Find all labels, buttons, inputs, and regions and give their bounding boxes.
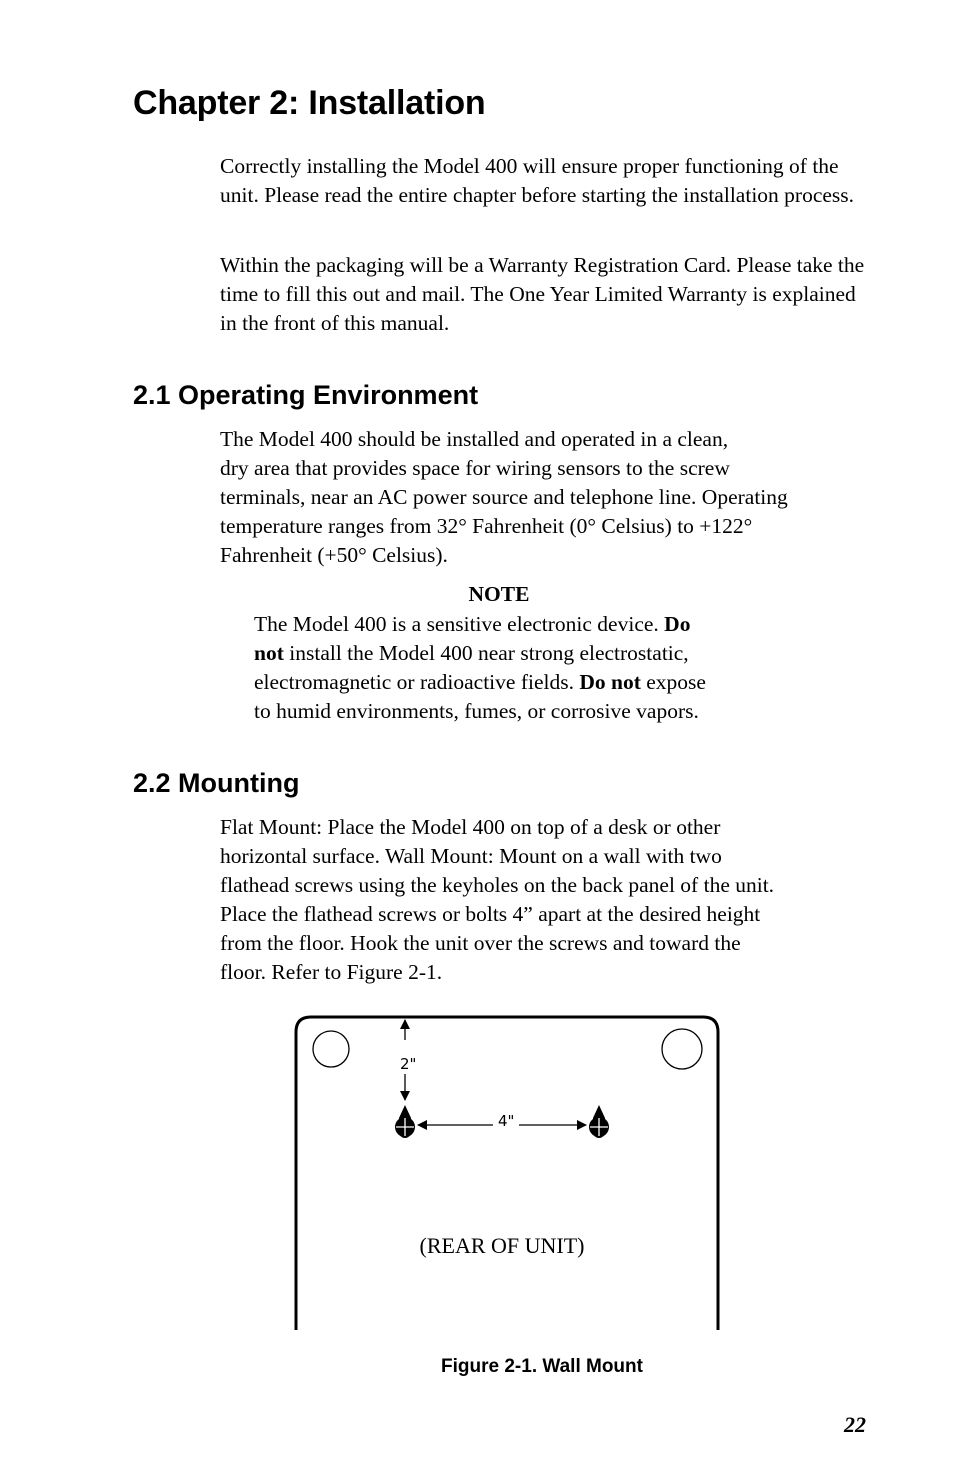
mount-line-1: Flat Mount: Place the Model 400 on top of a desk or other [220,815,721,839]
page-number: 22 [844,1412,866,1437]
note-text-1: The Model 400 is a sensitive electronic device. [254,612,665,636]
section-2-1-heading: 2.1 Operating Environment [133,380,479,410]
note-title: NOTE [468,582,530,606]
keyhole-right-icon [589,1105,609,1138]
mount-line-2: horizontal surface. Wall Mount: Mount on a wall with two [220,844,722,868]
note-text-4: expose [640,670,706,694]
rear-of-unit-label: (REAR OF UNIT) [419,1233,585,1258]
note-line-3 [254,668,774,697]
note-bold-not: not [254,641,284,665]
mounting-text [220,813,870,987]
chapter-title: Chapter 2: Installation [133,84,486,122]
mount-line-5: from the floor. Hook the unit over the screws and toward the [220,931,741,955]
env-line-1: The Model 400 should be installed and operated in a clean, [220,427,729,451]
note-text-3: electromagnetic or radioactive fields. [254,670,580,694]
keyhole-left-icon [395,1105,415,1138]
intro-paragraph-1: Correctly installing the Model 400 will ensure proper functioning of the unit. Please read the entire chapter before starting the installation process. [220,154,855,207]
env-line-2: dry area that provides space for wiring sensors to the screw [220,456,730,480]
corner-hole-right-icon [662,1029,702,1069]
intro-paragraph-2: Within the packaging will be a Warranty Registration Card. Please take the time to fill this out and mail. The One Year Limited Warranty is explained in the front of this manual. [220,253,865,335]
wall-mount-figure [290,1012,724,1332]
env-line-5: Fahrenheit (+50° Celsius). [220,543,448,567]
note-bold-do-not: Do not [579,670,641,694]
note-line-4: to humid environments, fumes, or corrosive vapors. [254,699,699,723]
env-line-4: temperature ranges from 32° Fahrenheit (0° Celsius) to +122° [220,514,753,538]
operating-environment-text [220,425,870,570]
mount-line-4: Place the flathead screws or bolts 4” apart at the desired height [220,902,761,926]
section-2-2-heading: 2.2 Mounting [133,768,300,798]
horizontal-dimension-label: 4" [498,1112,515,1130]
note-text-2: install the Model 400 near strong electrostatic, [283,641,689,665]
figure-caption: Figure 2-1. Wall Mount [441,1356,643,1377]
mount-line-6: floor. Refer to Figure 2-1. [220,960,443,984]
note-line-2 [254,639,774,668]
note-body [254,610,774,726]
unit-outline [296,1017,718,1330]
env-line-3: terminals, near an AC power source and telephone line. Operating [220,485,788,509]
note-bold-do: Do [664,612,691,636]
mount-line-3: flathead screws using the keyholes on the back panel of the unit. [220,873,775,897]
vertical-dimension-label: 2" [400,1055,417,1073]
corner-hole-left-icon [313,1031,349,1067]
note-line-1 [254,610,774,639]
